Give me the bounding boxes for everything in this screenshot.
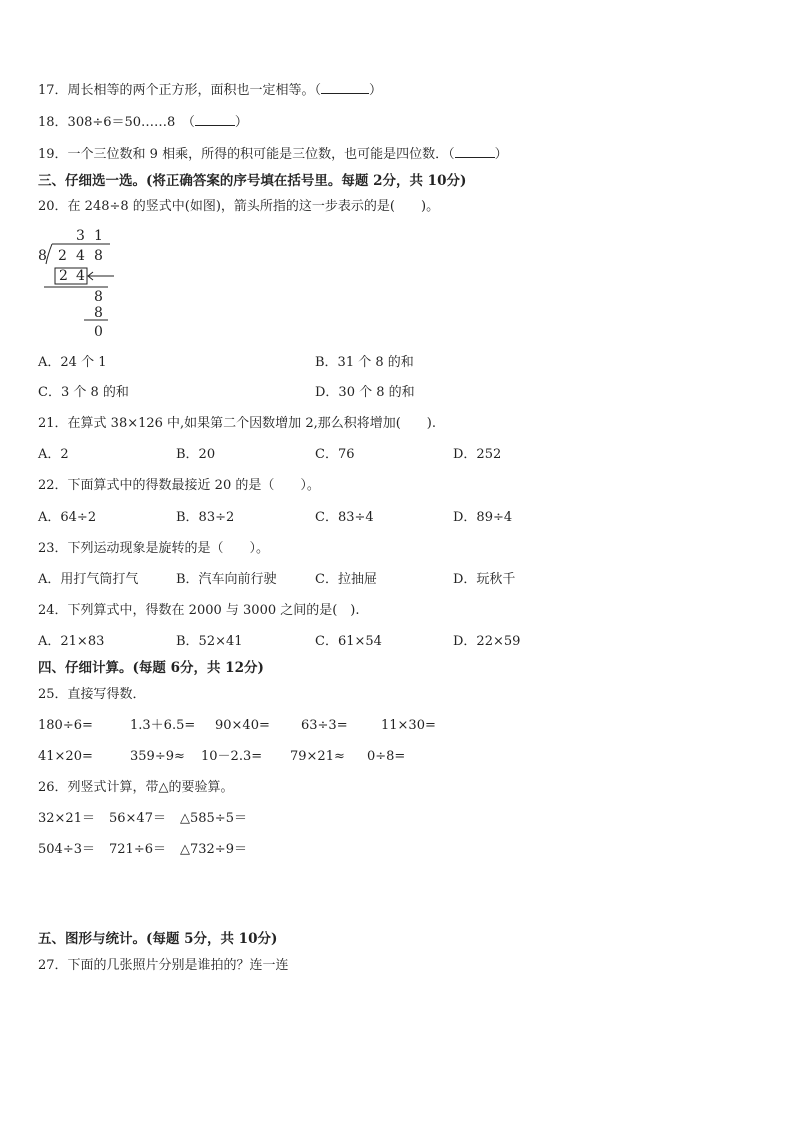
section-5-heading: 五、图形与统计。(每题 5分，共 10分) — [38, 931, 278, 947]
step-digit: 8 — [94, 305, 103, 321]
question-18-text: 18．308÷6＝50……8 （ — [38, 115, 195, 130]
question-25-text: 25．直接写得数． — [38, 687, 146, 702]
calc-item: 1.3＋6.5= — [130, 718, 196, 733]
option-b[interactable]: B．83÷2 — [176, 510, 235, 525]
option-a[interactable]: A．2 — [38, 447, 69, 462]
option-b[interactable]: B．汽车向前行驶 — [176, 572, 277, 587]
calc-item: 10－2.3= — [201, 749, 263, 764]
divisor: 8 — [38, 248, 47, 264]
calc-item: △732÷9＝ — [180, 842, 247, 857]
calc-item: 41×20= — [38, 749, 93, 764]
question-17: 17．周长相等的两个正方形，面积也一定相等。（ ） — [38, 83, 383, 98]
question-20-text: 20．在 248÷8 的竖式中(如图)，箭头所指的这一步表示的是( )。 — [38, 199, 440, 214]
option-d[interactable]: D．30 个 8 的和 — [315, 385, 415, 400]
option-c[interactable]: C．3 个 8 的和 — [38, 385, 129, 400]
option-b[interactable]: B．52×41 — [176, 634, 243, 649]
option-c[interactable]: C．拉抽屉 — [315, 572, 377, 587]
section-3-heading: 三、仔细选一选。(将正确答案的序号填在括号里。每题 2分，共 10分) — [38, 173, 467, 189]
option-d[interactable]: D．252 — [453, 447, 502, 462]
calc-item: 359÷9≈ — [130, 749, 185, 764]
calc-item: 11×30= — [381, 718, 436, 733]
calc-item: 0÷8= — [367, 749, 406, 764]
calc-item: 63÷3= — [301, 718, 348, 733]
option-c[interactable]: C．83÷4 — [315, 510, 374, 525]
option-c[interactable]: C．61×54 — [315, 634, 382, 649]
question-18: 18．308÷6＝50……8 （ ） — [38, 115, 248, 130]
calc-item: 504÷3＝ — [38, 842, 95, 857]
option-b[interactable]: B．20 — [176, 447, 216, 462]
section-4-heading: 四、仔细计算。(每题 6分，共 12分) — [38, 660, 264, 676]
calc-item: △585÷5＝ — [180, 811, 247, 826]
quotient-digit: 1 — [94, 228, 103, 244]
question-19-text: 19．一个三位数和 9 相乘，所得的积可能是三位数，也可能是四位数．（ — [38, 147, 455, 162]
calc-item: 721÷6＝ — [109, 842, 166, 857]
question-19: 19．一个三位数和 9 相乘，所得的积可能是三位数，也可能是四位数．（ ） — [38, 147, 508, 162]
question-27-text: 27．下面的几张照片分别是谁拍的？连一连 — [38, 958, 289, 973]
option-d[interactable]: D．22×59 — [453, 634, 521, 649]
question-24-text: 24．下列算式中，得数在 2000 与 3000 之间的是( ). — [38, 603, 360, 618]
question-22-text: 22．下面算式中的得数最接近 20 的是（ ）。 — [38, 478, 320, 493]
remainder-digit: 0 — [94, 324, 103, 340]
calc-item: 56×47＝ — [109, 811, 166, 826]
option-a[interactable]: A．64÷2 — [38, 510, 97, 525]
question-17-text: 17．周长相等的两个正方形，面积也一定相等。（ — [38, 83, 322, 98]
option-a[interactable]: A．用打气筒打气 — [38, 572, 139, 587]
step-digit: 2 — [59, 268, 68, 284]
dividend-digit: 4 — [76, 248, 85, 264]
option-d[interactable]: D．89÷4 — [453, 510, 513, 525]
option-c[interactable]: C．76 — [315, 447, 355, 462]
question-21-text: 21．在算式 38×126 中,如果第二个因数增加 2,那么积将增加( ). — [38, 416, 436, 431]
dividend-digit: 8 — [94, 248, 103, 264]
question-26-text: 26．列竖式计算，带△的要验算。 — [38, 780, 234, 795]
calc-item: 32×21＝ — [38, 811, 95, 826]
step-digit: 8 — [94, 289, 103, 305]
calc-item: 180÷6= — [38, 718, 93, 733]
option-a[interactable]: A．24 个 1 — [38, 355, 107, 370]
option-a[interactable]: A．21×83 — [38, 634, 105, 649]
dividend-digit: 2 — [58, 248, 67, 264]
option-b[interactable]: B．31 个 8 的和 — [315, 355, 414, 370]
quotient-digit: 3 — [76, 228, 85, 244]
calc-item: 90×40= — [215, 718, 270, 733]
calc-item: 79×21≈ — [290, 749, 345, 764]
question-23-text: 23．下列运动现象是旋转的是（ ）。 — [38, 541, 270, 556]
step-digit: 4 — [76, 268, 85, 284]
option-d[interactable]: D．玩秋千 — [453, 572, 516, 587]
